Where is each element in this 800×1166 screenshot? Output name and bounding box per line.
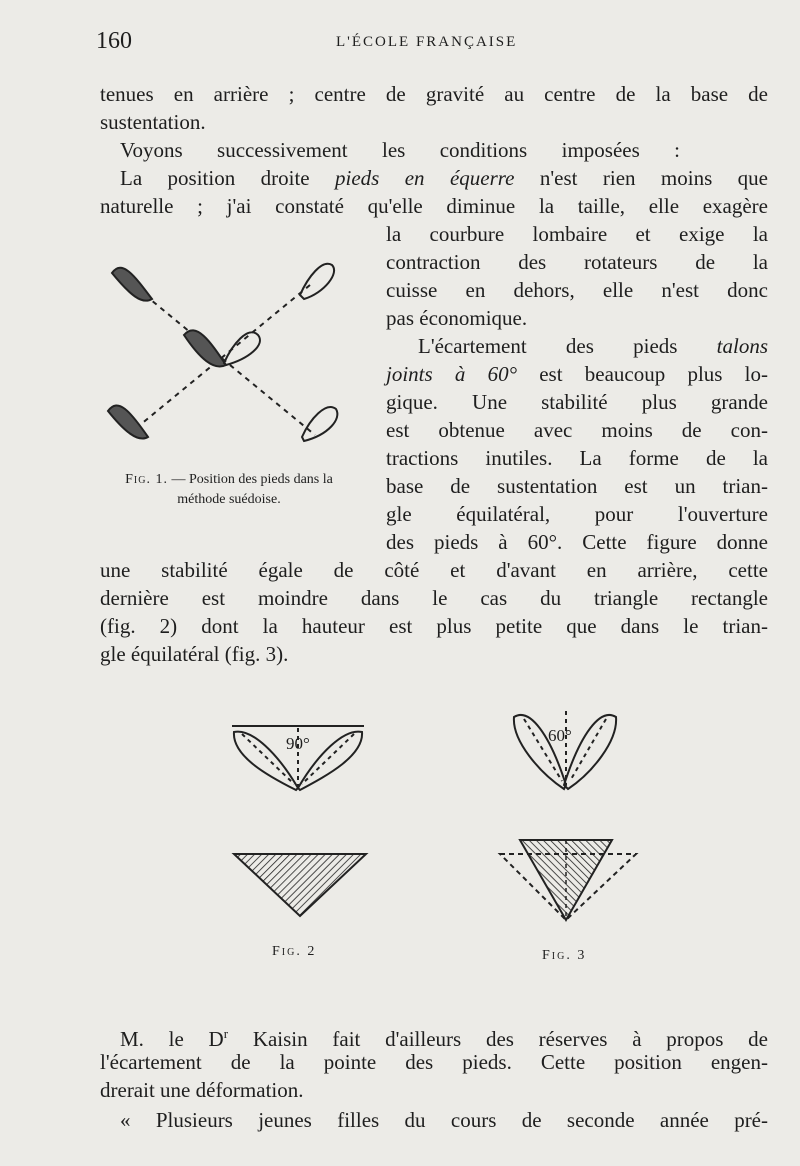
text-line: la courbure lombaire et exige la [386,222,768,246]
text-line: naturelle ; j'ai constaté qu'elle diminue la taille, elle exagère [100,194,768,218]
text-line: M. le $D^r$ Kaisin fait d'ailleurs des réserves à propos de [120,1026,769,1051]
text-line: « Plusieurs jeunes filles du cours de seconde année pré- [120,1108,768,1132]
text-line: drerait une déformation. [100,1078,304,1102]
page-number: 160 [96,28,132,54]
figure-3-angle-label: 60° [548,726,572,745]
text-line: dernière est moindre dans le cas du triangle rectangle [100,586,768,610]
figure-1-diagram [100,255,350,455]
figure-3-label: Fig. 3 [542,948,587,963]
page-header [96,28,768,58]
figure-2-triangle [230,850,370,920]
text-line: pas économique. [386,306,528,330]
text-line: cuisse en dehors, elle n'est donc [386,278,768,302]
text-line: tenues en arrière ; centre de gravité au centre de la base de [100,82,768,106]
text-line: L'écartement des pieds talons [418,334,768,358]
text-line: tractions inutiles. La forme de la [386,446,768,470]
text-line: contraction des rotateurs de la [386,250,768,274]
figure-2-label: Fig. 2 [272,944,317,959]
figure-2-angle-label: 90° [286,734,310,753]
text-line: (fig. 2) dont la hauteur est plus petite que dans le trian- [100,614,768,638]
figure-1-caption: Fig. 1. — Position des pieds dans la méthode suédoise. [125,472,333,507]
figure-3-triangle [494,834,644,924]
text-line: une stabilité égale de côté et d'avant en arrière, cette [100,558,768,582]
text-line: gle équilatéral, pour l'ouverture [386,502,768,526]
text-line: La position droite pieds en équerre n'est rien moins que [120,166,768,190]
running-title: L'ÉCOLE FRANÇAISE [336,34,518,50]
text-line: joints à 60° est beaucoup plus lo- [386,362,769,386]
text-line: gique. Une stabilité plus grande [386,390,768,414]
text-line: des pieds à 60°. Cette figure donne [386,530,768,554]
figure-2-feet [228,720,368,795]
text-line: gle équilatéral (fig. 3). [100,642,289,666]
text-line: est obtenue avec moins de con- [386,418,768,442]
text-line: l'écartement de la pointe des pieds. Cette position engen- [100,1050,768,1074]
text-line: Voyons successivement les conditions imposées : [120,138,680,162]
text-line: sustentation. [100,110,206,134]
figure-3-feet [510,705,620,795]
text-line: base de sustentation est un trian- [386,474,768,498]
